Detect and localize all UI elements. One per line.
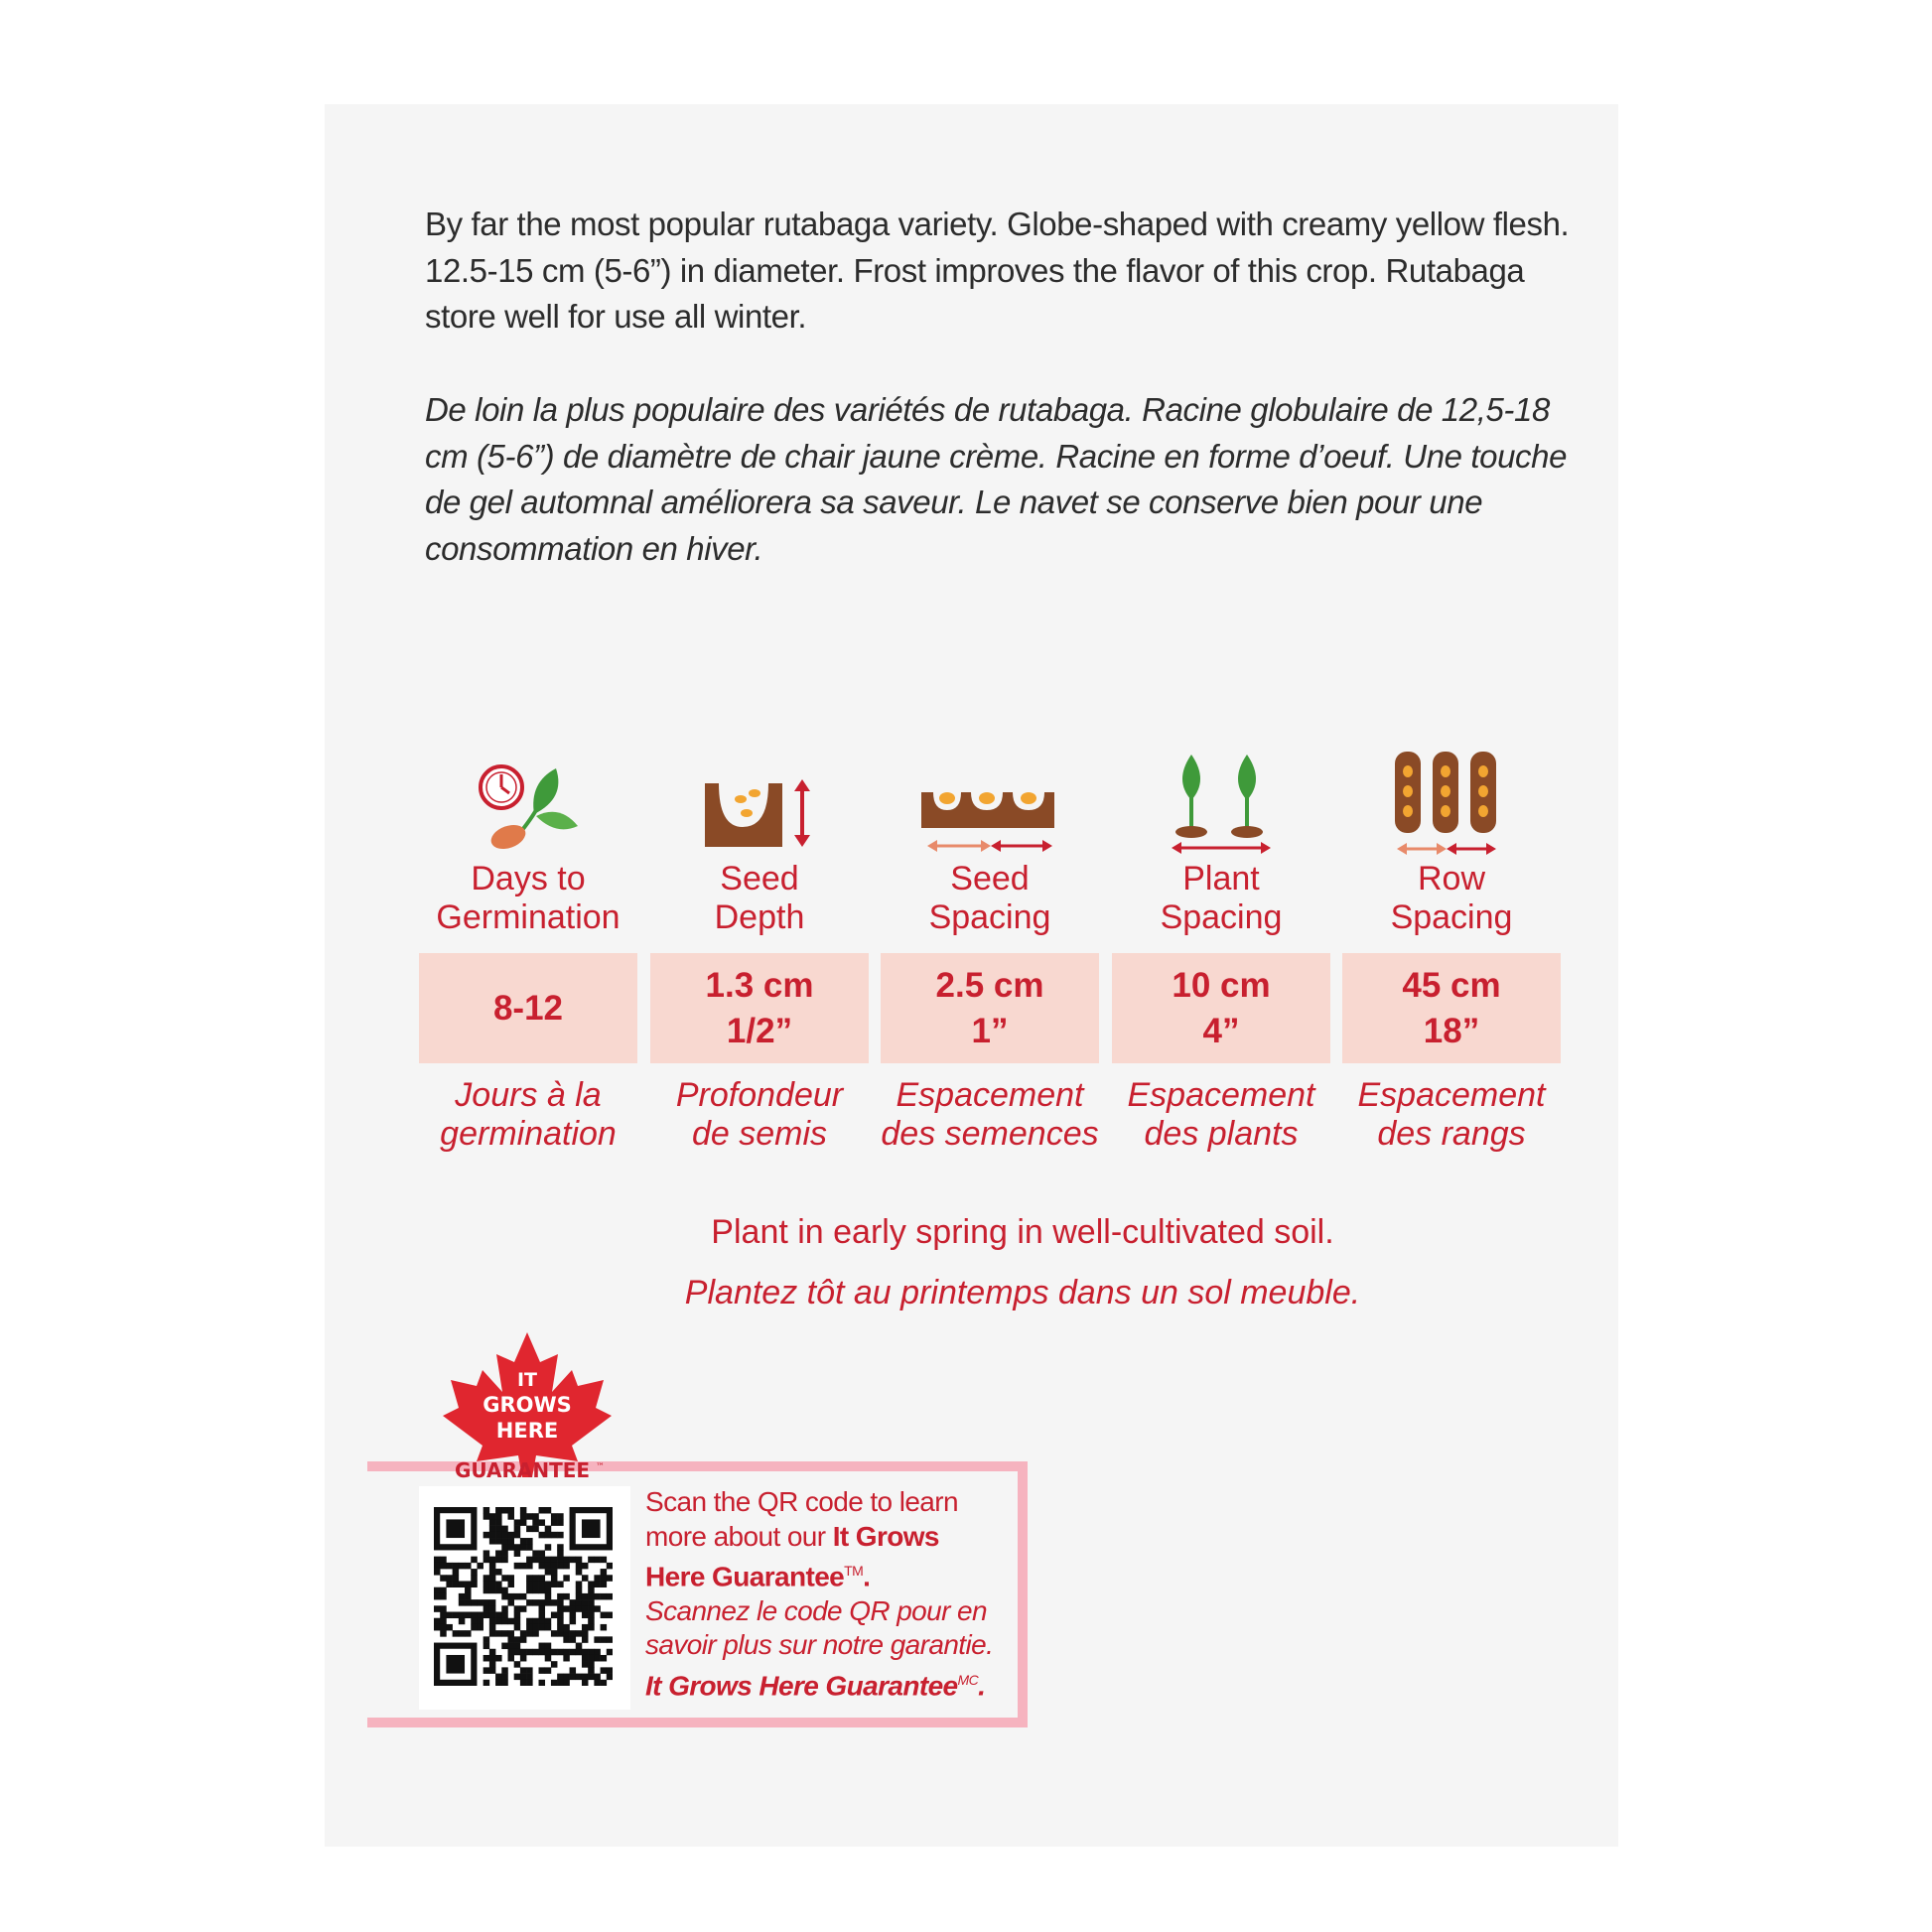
label-espacement-plants: Espacement des plants [1127, 1076, 1315, 1153]
logo-word-it: IT [516, 1369, 538, 1391]
qr-code[interactable] [434, 1507, 613, 1686]
qr-text-en: Scan the QR code to learn more about our It Grows Here Guarantee™. [645, 1486, 958, 1592]
plant-spacing-icon [1170, 751, 1273, 858]
maple-leaf-logo [437, 1328, 618, 1487]
planting-instruction-fr: Plantez tôt au printemps dans un sol meuble. [684, 1274, 1361, 1311]
label-seed-depth: Seed Depth [714, 860, 805, 936]
logo-word-here: HERE [495, 1419, 559, 1443]
seed-depth-icon [705, 777, 814, 849]
label-jours-germination: Jours à la germination [440, 1076, 617, 1153]
label-plant-spacing: Plant Spacing [1160, 860, 1283, 936]
seed-spacing-icon [921, 782, 1054, 858]
guarantee-link-en[interactable]: It Grows Here Guarantee [645, 1520, 939, 1592]
logo-word-guarantee: GUARANTEE [454, 1458, 591, 1482]
label-espacement-semences: Espacement des semences [881, 1076, 1099, 1153]
value-plant-spacing: 10 cm 4” [1112, 953, 1330, 1063]
logo-word-grows: GROWS [483, 1393, 572, 1417]
guarantee-link-fr[interactable]: It Grows Here Guarantee [645, 1670, 958, 1702]
label-profondeur-semis: Profondeur de semis [675, 1076, 844, 1153]
description-en: By far the most popular rutabaga variety. Globe-shaped with creamy yellow flesh. 12.5-15 cm (5-6”) in diameter. Frost improves the flavor of this crop. Rutabaga store well for use all winter. [425, 206, 1570, 335]
qr-text-fr: Scannez le code QR pour en savoir plus sur notre garantie. It Grows Here Guarantee$^{MC}$. [645, 1594, 994, 1702]
value-seed-depth: 1.3 cm 1/2” [650, 953, 869, 1063]
value-seed-spacing: 2.5 cm 1” [881, 953, 1099, 1063]
description-fr: De loin la plus populaire des variétés de rutabaga. Racine globulaire de 12,5-18 cm (5-6”) de diamètre de chair jaune crème. Racine en forme d’oeuf. Une touche de gel automnal améliorera sa saveur. Le navet se conserve bien pour une consommation en hiver. [425, 391, 1568, 567]
guarantee-qr-text [645, 1485, 1003, 1704]
row-spacing-icon [1393, 750, 1504, 859]
planting-instruction-en: Plant in early spring in well-cultivated soil. [711, 1213, 1334, 1251]
value-row-spacing: 45 cm 18” [1342, 953, 1561, 1063]
label-row-spacing: Row Spacing [1390, 860, 1513, 936]
label-seed-spacing: Seed Spacing [928, 860, 1051, 936]
clock-sprout-icon [475, 762, 584, 850]
label-espacement-rangs: Espacement des rangs [1357, 1076, 1546, 1153]
logo-tm: ™ [596, 1462, 605, 1472]
label-days-to-germination: Days to Germination [436, 860, 621, 936]
value-days-to-germination: 8-12 [419, 953, 637, 1063]
